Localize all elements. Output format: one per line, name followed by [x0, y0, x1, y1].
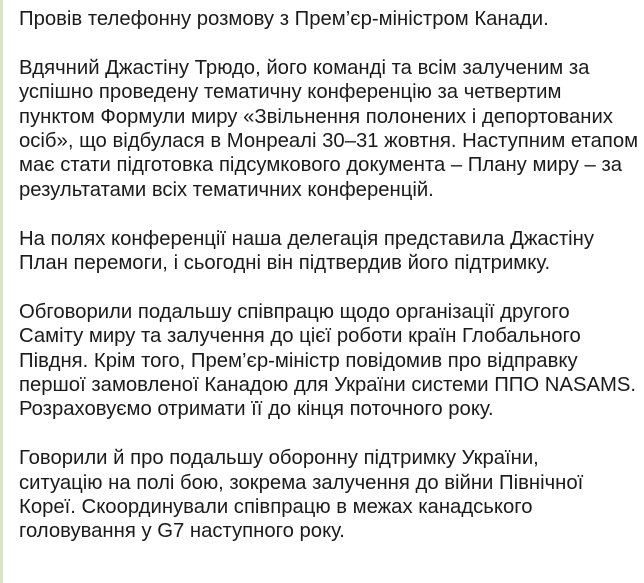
message-paragraph: [19, 7, 634, 31]
message-paragraph: [19, 56, 639, 202]
message-line: головування у G7 наступного року.: [19, 520, 345, 543]
message-line: успішно проведену тематичну конференцію за четвертим: [19, 81, 562, 104]
message-paragraph: [19, 300, 637, 422]
message-line: осіб», що відбулася в Монреалі 30–31 жовтня. Наступним етапом: [19, 130, 639, 153]
message-line: Кореї. Скоординували співпрацю в межах канадського: [19, 496, 533, 519]
message-line: Провів телефонну розмову з Прем’єр-міністром Канади.: [19, 8, 549, 30]
message-line: Обговорили подальшу співпрацю щодо організації другого: [19, 300, 570, 323]
message-line: першої замовленої Канадою для України системи ППО NASAMS.: [19, 374, 637, 397]
message-line: Розраховуємо отримати її до кінця поточного року.: [19, 398, 494, 421]
message-line: результатами всіх тематичних конференцій.: [19, 178, 434, 201]
message-accent-strip: [0, 0, 3, 583]
message-paragraph: [19, 227, 634, 276]
message-line: План перемоги, і сьогодні він підтвердив його підтримку.: [19, 252, 551, 275]
message-body: [19, 7, 639, 544]
message-line: має стати підготовка підсумкового документа – Плану миру – за: [19, 154, 623, 177]
message-line: Саміту миру та залучення до цієї роботи країн Глобального: [19, 325, 581, 348]
message-line: На полях конференції наша делегація представила Джастіну: [19, 227, 594, 250]
message-line: Говорили й про подальшу оборонну підтримку України,: [19, 447, 539, 470]
message-line: ситуацію на полі бою, зокрема залучення до війни Північної: [19, 471, 584, 494]
message-line: пунктом Формули миру «Звільнення полонених і депортованих: [19, 105, 613, 128]
message-line: Півдня. Крім того, Прем’єр-міністр повідомив про відправку: [19, 349, 578, 372]
message-paragraph: [19, 446, 634, 544]
message-line: Вдячний Джастіну Трюдо, його команді та всім залученим за: [19, 56, 590, 79]
